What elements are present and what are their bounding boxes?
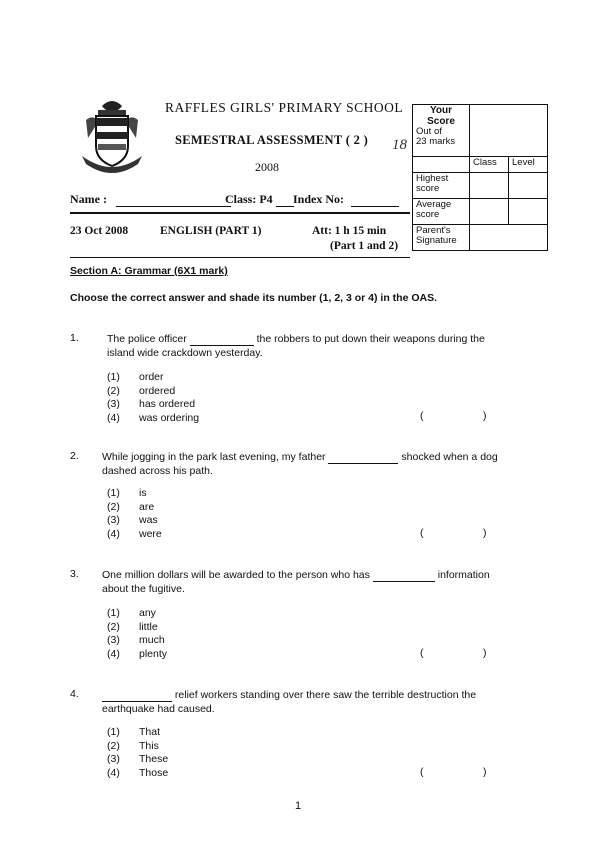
marks-label: 23 marks	[416, 135, 456, 147]
class-blank	[276, 196, 294, 207]
question-4-text	[102, 688, 512, 716]
option: (2) This	[107, 739, 159, 752]
question-1-text-c: island wide crackdown yesterday.	[107, 347, 263, 359]
question-4-number: 4.	[70, 688, 79, 700]
exam-date: 23 Oct 2008	[70, 225, 129, 237]
option: (3) much	[107, 634, 165, 646]
option: (2) little	[107, 620, 158, 633]
option: (3) These	[107, 753, 169, 765]
question-1-number: 1.	[70, 332, 79, 344]
index-blank	[351, 196, 399, 207]
answer-bracket-open: (	[420, 527, 424, 539]
paper-title: ENGLISH (PART 1)	[160, 225, 262, 237]
score-entry-cell	[470, 105, 548, 157]
answer-bracket-open: (	[420, 647, 424, 659]
question-2-options	[107, 487, 162, 541]
blank-cell	[413, 157, 470, 173]
answer-bracket-close: )	[483, 647, 487, 659]
option: (1) That	[107, 726, 161, 738]
question-4-options	[107, 726, 168, 780]
question-4-blank	[102, 691, 172, 702]
question-1-text-a: The police officer	[107, 333, 187, 345]
handwritten-score: 18	[392, 137, 407, 153]
section-title: Section A: Grammar (6X1 mark)	[70, 265, 228, 277]
option: (1) is	[107, 487, 147, 499]
assessment-title: SEMESTRAL ASSESSMENT ( 2 )	[175, 133, 369, 147]
highest-score-label: Highest score	[413, 173, 470, 199]
question-2-number: 2.	[70, 450, 79, 462]
question-1-blank	[190, 335, 254, 346]
out-of-label: Out of	[416, 126, 442, 137]
average-level-cell	[509, 199, 548, 225]
question-2-text	[102, 450, 502, 478]
header-divider	[70, 212, 410, 214]
question-1-options	[107, 371, 199, 425]
question-2-text-b: shocked when a dog	[401, 451, 498, 463]
level-header: Level	[509, 157, 548, 173]
answer-bracket-open: (	[420, 766, 424, 778]
header-divider-2	[70, 257, 410, 258]
question-3-text-b: information	[437, 569, 490, 581]
name-label: Name :	[70, 192, 107, 206]
parts-note: (Part 1 and 2)	[330, 240, 399, 252]
school-name: RAFFLES GIRLS' PRIMARY SCHOOL	[165, 100, 404, 115]
score-table	[412, 104, 548, 251]
name-blank	[116, 196, 231, 207]
question-3-text	[102, 568, 512, 596]
question-3-options	[107, 607, 167, 661]
time-allowed: Att: 1 h 15 min	[312, 225, 387, 237]
question-3-text-a: One million dollars will be awarded to the person who has	[102, 569, 370, 581]
question-3-text-c: about the fugitive.	[102, 583, 185, 595]
option: (3) has ordered	[107, 398, 196, 410]
option: (4) were	[107, 527, 162, 540]
assessment-year: 2008	[255, 160, 279, 174]
question-3-number: 3.	[70, 568, 79, 580]
question-2-text-a: While jogging in the park last evening, my father	[102, 451, 326, 463]
option: (3) was	[107, 514, 158, 526]
option: (4) plenty	[107, 647, 168, 660]
question-1-text	[107, 332, 507, 360]
question-1-text-b: the robbers to put down their weapons during the	[256, 333, 485, 345]
class-field	[225, 192, 294, 207]
your-score-label: Your Score	[427, 105, 455, 127]
average-score-label: Average score	[413, 199, 470, 225]
question-4-text-c: earthquake had caused.	[102, 703, 215, 715]
school-crest-logo	[80, 98, 144, 178]
section-instruction: Choose the correct answer and shade its number (1, 2, 3 or 4) in the OAS.	[70, 292, 438, 304]
your-score-cell	[413, 105, 470, 157]
option: (2) ordered	[107, 384, 176, 397]
index-field	[293, 192, 399, 207]
parents-signature-label: Parent's Signature	[413, 225, 470, 251]
question-3-blank	[373, 571, 435, 582]
average-class-cell	[470, 199, 509, 225]
option: (1) any	[107, 607, 156, 619]
name-field	[70, 192, 231, 207]
page-number: 1	[295, 800, 302, 812]
question-4-text-b: relief workers standing over there saw the terrible destruction the	[174, 689, 477, 701]
answer-bracket-close: )	[483, 527, 487, 539]
class-label: Class: P4	[225, 192, 273, 206]
answer-bracket-close: )	[483, 410, 487, 422]
highest-class-cell	[470, 173, 509, 199]
signature-cell	[470, 225, 548, 251]
question-2-text-c: dashed across his path.	[102, 465, 213, 477]
option: (4) was ordering	[107, 411, 200, 424]
index-label: Index No:	[293, 192, 345, 206]
option: (4) Those	[107, 766, 169, 779]
answer-bracket-open: (	[420, 410, 424, 422]
question-2-blank	[328, 453, 398, 464]
class-header: Class	[470, 157, 509, 173]
option: (1) order	[107, 371, 164, 383]
option: (2) are	[107, 500, 155, 513]
answer-bracket-close: )	[483, 766, 487, 778]
highest-level-cell	[509, 173, 548, 199]
